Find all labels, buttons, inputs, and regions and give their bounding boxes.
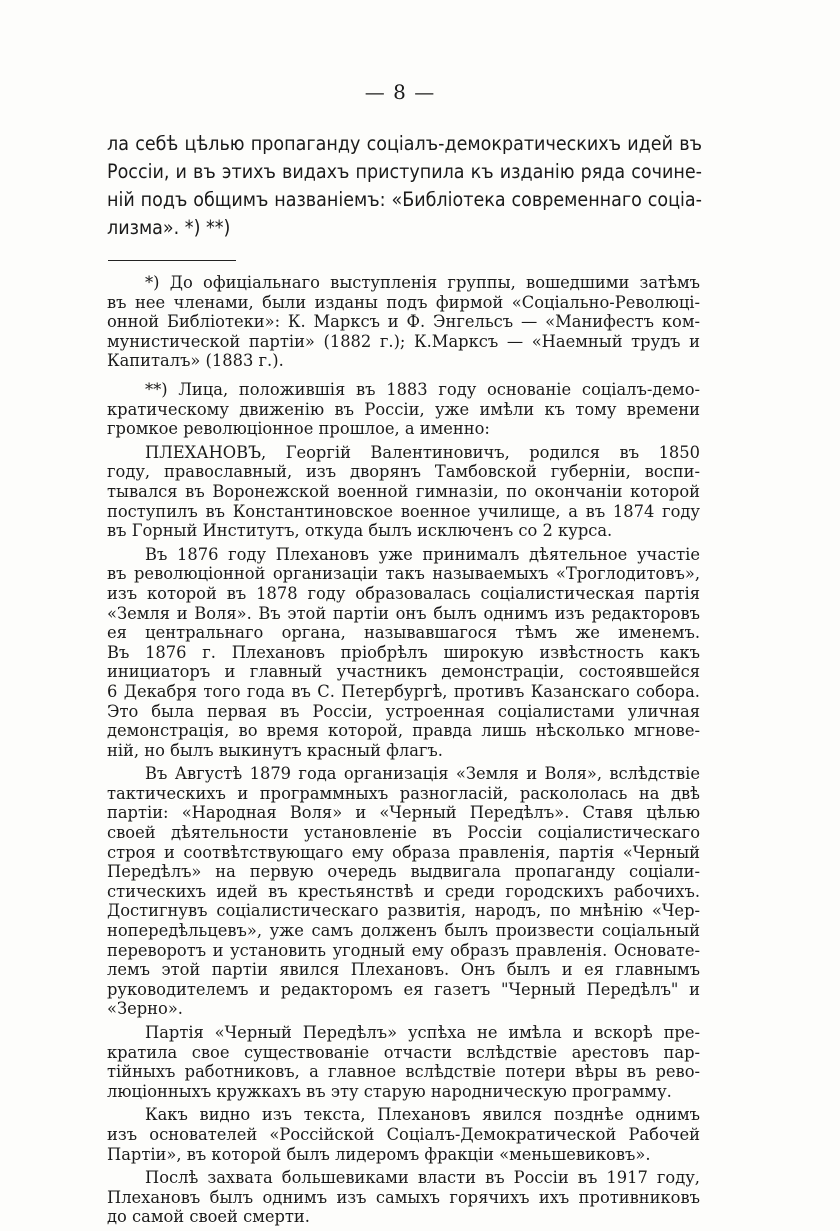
footnote-line: руководителемъ и редакторомъ ея газетъ "Черный Передѣлъ" и	[107, 979, 700, 999]
footnote-line: строя и соотвѣтствующаго ему образа правленія, партія «Черный	[107, 842, 700, 862]
footnote-line: тійныхъ работниковъ, а главное вслѣдствіе потери вѣры въ рево-	[107, 1062, 700, 1082]
footnote-line: своей дѣятельности установленіе въ Россіи соціалистическаго	[107, 823, 700, 843]
footnote-line: ея центральнаго органа, называвшагося тѣмъ же именемъ.	[107, 623, 700, 643]
footnote-line: году, православный, изъ дворянъ Тамбовской губерніи, воспи-	[107, 462, 700, 482]
footnote-line: «Зерно».	[107, 999, 183, 1019]
footnote-line: Капиталъ» (1883 г.).	[107, 351, 284, 371]
footnote-line: тактическихъ и программныхъ разногласій, раскололась на двѣ	[107, 783, 700, 803]
footnote-line: демонстрація, во время которой, правда лишь нѣсколько мгнове-	[107, 721, 700, 741]
footnote-line: инициаторъ и главный участникъ демонстраціи, состоявшейся	[107, 662, 700, 682]
footnote-line: въ нее членами, были изданы подъ фирмой «Соціально-Революці-	[107, 292, 700, 312]
footnote-line: люціонныхъ кружкахъ въ эту старую народническую программу.	[107, 1081, 672, 1101]
footnote-2-paragraph-4	[107, 1023, 700, 1101]
footnote-line: Партіи», въ которой былъ лидеромъ фракціи «меньшевиковъ».	[107, 1144, 651, 1164]
footnote-line: Какъ видно изъ текста, Плехановъ явился позднѣе однимъ	[145, 1105, 700, 1125]
footnote-line: Въ Августѣ 1879 года организація «Земля и Воля», вслѣдствіе	[145, 764, 700, 784]
main-text	[107, 130, 702, 242]
footnote-line: лемъ этой партіи явился Плехановъ. Онъ былъ и ея главнымъ	[107, 960, 700, 980]
footnote-2-paragraph-5	[107, 1105, 700, 1164]
footnote-line: Передѣлъ» на первую очередь выдвигала пропаганду соціали-	[107, 862, 700, 882]
footnote-line: Послѣ захвата большевиками власти въ Россіи въ 1917 году,	[145, 1168, 700, 1188]
footnote-line: Въ 1876 году Плехановъ уже принималъ дѣятельное участіе	[145, 544, 700, 564]
footnote-line: изъ которой въ 1878 году образовалась соціалистическая партія	[107, 583, 700, 603]
main-line: Россіи, и въ этихъ видахъ приступила къ изданію ряда сочине-	[107, 160, 702, 183]
footnote-line: стическихъ идей въ крестьянствѣ и среди городскихъ рабочихъ.	[107, 881, 700, 901]
footnote-line: «Земля и Воля». Въ этой партіи онъ былъ однимъ изъ редакторовъ	[107, 603, 700, 623]
footnote-line: переворотъ и установить угодный ему образъ правленія. Основате-	[107, 940, 700, 960]
footnote-2-intro	[107, 380, 700, 439]
footnote-line: въ Горный Институтъ, откуда былъ исключенъ со 2 курса.	[107, 521, 613, 541]
footnote-2-paragraph-3	[107, 764, 700, 1019]
footnote-line: изъ основателей «Россійской Соціалъ-Демократической Рабочей	[107, 1124, 700, 1144]
footnote-line: Въ 1876 г. Плехановъ пріобрѣлъ широкую извѣстность какъ	[107, 642, 700, 662]
page-number: — 8 —	[364, 80, 436, 104]
main-line: ній подъ общимъ названіемъ: «Библіотека современнаго соціа-	[107, 188, 702, 211]
footnote-line: нопередѣльцевъ», уже самъ долженъ былъ произвести соціальный	[107, 921, 700, 941]
main-line: ла себѣ цѣлью пропаганду соціалъ-демократическихъ идей въ	[107, 132, 702, 155]
footnote-1	[107, 273, 700, 371]
footnote-line: до самой своей смерти.	[107, 1207, 310, 1227]
footnote-2-paragraph-6	[107, 1168, 700, 1227]
footnote-line: Плехановъ былъ однимъ изъ самыхъ горячихъ ихъ противниковъ	[107, 1187, 700, 1207]
footnote-line: Партія «Черный Передѣлъ» успѣха не имѣла и вскорѣ пре-	[145, 1023, 700, 1042]
footnote-2-paragraph-1	[107, 443, 700, 541]
footnote-line: кратила свое существованіе отчасти вслѣдствіе арестовъ пар-	[107, 1042, 700, 1062]
footnote-line: **) Лица, положившія въ 1883 году основаніе соціалъ-демо-	[145, 380, 700, 399]
footnote-line: въ революціонной организаціи такъ называемыхъ «Троглодитовъ»,	[107, 564, 700, 584]
footnote-line: мунистической партіи» (1882 г.); К.Марксъ — «Наемный трудъ и	[107, 331, 700, 351]
footnote-line: тывался въ Воронежской военной гимназіи, по окончаніи которой	[107, 481, 700, 501]
footnote-line: ПЛЕХАНОВЪ, Георгій Валентиновичъ, родился въ 1850	[145, 442, 700, 462]
footnote-line: 6 Декабря того года въ С. Петербургѣ, противъ Казанскаго собора.	[107, 681, 700, 701]
footnote-line: *) До офиціальнаго выступленія группы, вошедшими затѣмъ	[145, 273, 700, 292]
footnote-line: партіи: «Народная Воля» и «Черный Передѣлъ». Ставя цѣлью	[107, 803, 700, 823]
footnote-line: ній, но былъ выкинутъ красный флагъ.	[107, 740, 443, 760]
main-line: лизма». *) **)	[107, 216, 231, 239]
footnote-line: кратическому движенію въ Россіи, уже имѣли къ тому времени	[107, 399, 700, 419]
footnote-2-paragraph-2	[107, 545, 700, 761]
footnote-line: громкое революціонное прошлое, а именно:	[107, 419, 490, 439]
footnote-line: онной Библіотеки»: К. Марксъ и Ф. Энгельсъ — «Манифестъ ком-	[107, 312, 700, 332]
footnote-line: Это была первая въ Россіи, устроенная соціалистами уличная	[107, 701, 700, 721]
footnote-rule	[108, 260, 236, 261]
footnote-line: Достигнувъ соціалистическаго развитія, народъ, по мнѣнію «Чер-	[107, 901, 700, 921]
footnote-line: поступилъ въ Константиновское военное училище, а въ 1874 году	[107, 501, 700, 521]
footnote-2	[107, 380, 700, 1231]
